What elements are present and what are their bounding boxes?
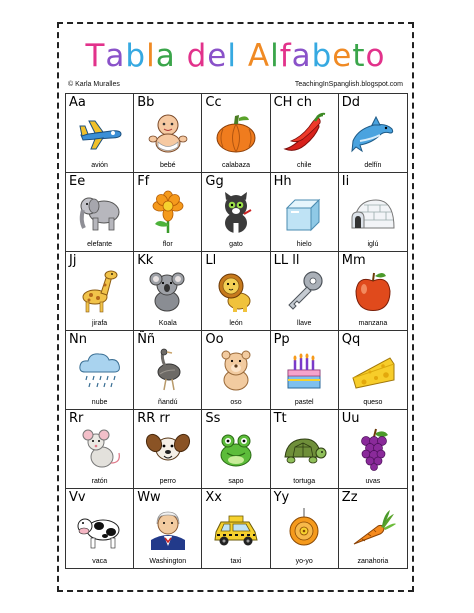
cell-letters: Uu [341,411,360,426]
alphabet-cell-s [202,410,270,489]
cell-word: pastel [294,399,314,406]
cell-word: chile [296,162,312,169]
chili-pepper-icon [281,111,327,155]
alphabet-cell-t [271,410,339,489]
cloud-icon [77,348,123,392]
title-letter: e [207,38,228,74]
alphabet-cell-v [66,489,134,568]
title-letter: b [311,38,333,74]
alphabet-cell-u [339,410,407,489]
cell-letters: Zz [341,490,358,505]
alphabet-cell-r [66,410,134,489]
igloo-icon [350,190,396,234]
alphabet-cell-n [66,331,134,410]
title-letter: f [279,38,292,74]
cell-letters: Ll [205,253,217,268]
cell-word: flor [162,241,173,248]
cell-word: taxi [230,558,242,565]
cheese-icon [350,348,396,392]
alphabet-cell-enye [134,331,202,410]
cell-word: perro [159,478,176,485]
title-letter: T [85,38,106,74]
baby-icon [145,111,191,155]
lion-icon [213,269,259,313]
cell-word: iglú [367,241,379,248]
rhea-bird-icon [145,348,191,392]
dolphin-icon [350,111,396,155]
alphabet-cell-ll [271,252,339,331]
cell-letters: Pp [273,332,290,347]
taxi-icon [213,506,259,550]
key-icon [281,269,327,313]
alphabet-cell-p [271,331,339,410]
cell-word: Washington [149,558,187,565]
cell-word: vaca [92,558,107,565]
bear-icon [213,348,259,392]
alphabet-chart-sheet [57,22,414,592]
cow-icon [77,506,123,550]
alphabet-cell-rr [134,410,202,489]
alphabet-cell-o [202,331,270,410]
ice-cube-icon [281,190,327,234]
title-letter: l [146,38,156,74]
cell-letters: RR rr [137,411,170,426]
cell-word: calabaza [221,162,250,169]
alphabet-grid [65,93,408,569]
cell-word: hielo [296,241,312,248]
cell-word: ratón [91,478,108,485]
title-letter [176,36,187,76]
cell-word: bebé [160,162,176,169]
cell-letters: Cc [205,95,222,110]
elephant-icon [77,190,123,234]
dog-icon [145,427,191,471]
cell-word: gato [229,241,243,248]
cell-word: jirafa [92,320,108,327]
cell-word: zanahoria [357,558,389,565]
blog-credit: TeachingInSpanglish.blogspot.com [294,81,403,88]
alphabet-cell-z [339,489,407,568]
cell-letters: Jj [69,253,77,268]
alphabet-cell-k [134,252,202,331]
alphabet-cell-d [339,94,407,173]
cell-word: llave [296,320,312,327]
cell-word: queso [363,399,383,406]
cell-word: oso [230,399,242,406]
cell-letters: CH ch [273,95,312,110]
alphabet-cell-b [134,94,202,173]
title-letter: l [227,38,237,74]
grapes-icon [350,427,396,471]
washington-portrait-icon [145,506,191,550]
yoyo-icon [281,506,327,550]
author-credit: © Karla Muralles [68,81,120,88]
cell-letters: Vv [69,490,86,505]
cell-letters: Ss [205,411,221,426]
cell-letters: Bb [137,95,155,110]
cell-letters: Oo [205,332,224,347]
alphabet-cell-w [134,489,202,568]
cell-letters: Yy [273,490,290,505]
cell-letters: Qq [341,332,361,347]
cell-letters: LL ll [273,253,300,268]
alphabet-cell-m [339,252,407,331]
title-letter: d [186,38,208,74]
frog-icon [213,427,259,471]
cell-letters: Rr [69,411,84,426]
page-title [59,36,412,76]
cell-letters: Mm [341,253,366,268]
alphabet-cell-a [66,94,134,173]
cell-word: uvas [365,478,381,485]
cell-letters: Xx [205,490,222,505]
alphabet-cell-ch [271,94,339,173]
cat-icon [213,190,259,234]
alphabet-cell-g [202,173,270,252]
alphabet-cell-y [271,489,339,568]
alphabet-cell-c [202,94,270,173]
alphabet-cell-j [66,252,134,331]
cell-letters: Aa [69,95,86,110]
apple-icon [350,269,396,313]
title-letter: e [332,38,353,74]
title-letter: t [352,38,366,74]
cell-letters: Dd [341,95,361,110]
title-letter [237,36,248,76]
carrot-icon [350,506,396,550]
cell-word: elefante [87,241,113,248]
cell-letters: Ww [137,490,161,505]
cell-word: nube [91,399,108,406]
alphabet-cell-x [202,489,270,568]
title-letter: b [125,38,147,74]
cell-letters: Ii [341,174,350,189]
cell-letters: Nn [69,332,87,347]
cell-letters: Ññ [137,332,156,347]
cell-letters: Ff [137,174,150,189]
title-letter: a [155,38,176,74]
title-letter: A [247,38,271,74]
title-letter: a [105,38,126,74]
cell-word: Koala [158,320,177,327]
cake-icon [281,348,327,392]
cell-word: león [229,320,243,327]
alphabet-cell-l [202,252,270,331]
cell-letters: Kk [137,253,154,268]
cell-letters: Gg [205,174,224,189]
koala-icon [145,269,191,313]
giraffe-icon [77,269,123,313]
alphabet-cell-f [134,173,202,252]
cell-word: sapo [228,478,244,485]
alphabet-cell-q [339,331,407,410]
flower-icon [145,190,191,234]
airplane-icon [77,111,123,155]
cell-word: avión [91,162,108,169]
alphabet-cell-e [66,173,134,252]
alphabet-cell-h [271,173,339,252]
cell-word: tortuga [293,478,316,485]
alphabet-cell-i [339,173,407,252]
title-letter: l [270,38,280,74]
title-letter: o [365,38,386,74]
cell-letters: Ee [69,174,86,189]
cell-word: manzana [358,320,388,327]
cell-word: delfín [364,162,382,169]
mouse-icon [77,427,123,471]
cell-letters: Tt [273,411,287,426]
pumpkin-icon [213,111,259,155]
cell-letters: Hh [273,174,292,189]
cell-word: yo-yo [295,558,313,565]
title-letter: a [291,38,312,74]
cell-word: ñandú [158,399,178,406]
turtle-icon [281,427,327,471]
